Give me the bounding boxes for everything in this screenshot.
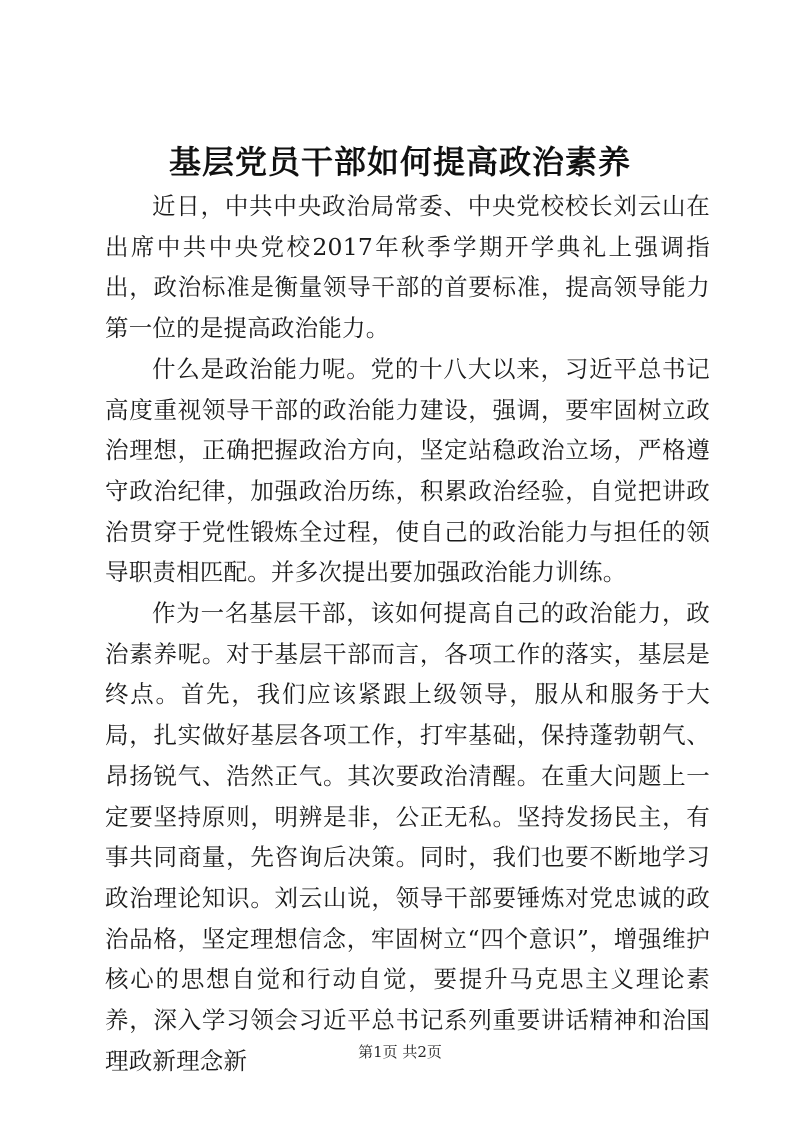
paragraph-2: 什么是政治能力呢。党的十八大以来，习近平总书记高度重视领导干部的政治能力建设，强调，要牢固树立政治理想，正确把握政治方向，坚定站稳政治立场，严格遵守政治纪律，加强政治历练，积累政治经验，自觉把讲政治贯穿于党性锻炼全过程，使自己的政治能力与担任的领导职责相匹配。并多次提出要加强政治能力训练。 [105, 354, 710, 587]
document-title: 基层党员干部如何提高政治素养 [168, 143, 631, 181]
document-body [105, 186, 710, 1081]
paragraph-3: 作为一名基层干部，该如何提高自己的政治能力，政治素养呢。对于基层干部而言，各项工作的落实，基层是终点。首先，我们应该紧跟上级领导，服从和服务于大局，扎实做好基层各项工作，打牢基础，保持蓬勃朝气、昂扬锐气、浩然正气。其次要政治清醒。在重大问题上一定要坚持原则，明辨是非，公正无私。坚持发扬民主，有事共同商量，先咨询后决策。同时，我们也要不断地学习政治理论知识。刘云山说，领导干部要锤炼对党忠诚的政治品格，坚定理想信念，牢固树立“四个意识”，增强维护核心的思想自觉和行动自觉，要提升马克思主义理论素养，深入学习领会习近平总书记系列重要讲话精神和治国理政新理念新 [105, 599, 710, 1075]
paragraph-1: 近日，中共中央政治局常委、中央党校校长刘云山在出席中共中央党校2017年秋季学期开学典礼上强调指出，政治标准是衡量领导干部的首要标准，提高领导能力第一位的是提高政治能力。 [105, 192, 710, 343]
page-number-footer: 第1页 共2页 [358, 1043, 442, 1061]
